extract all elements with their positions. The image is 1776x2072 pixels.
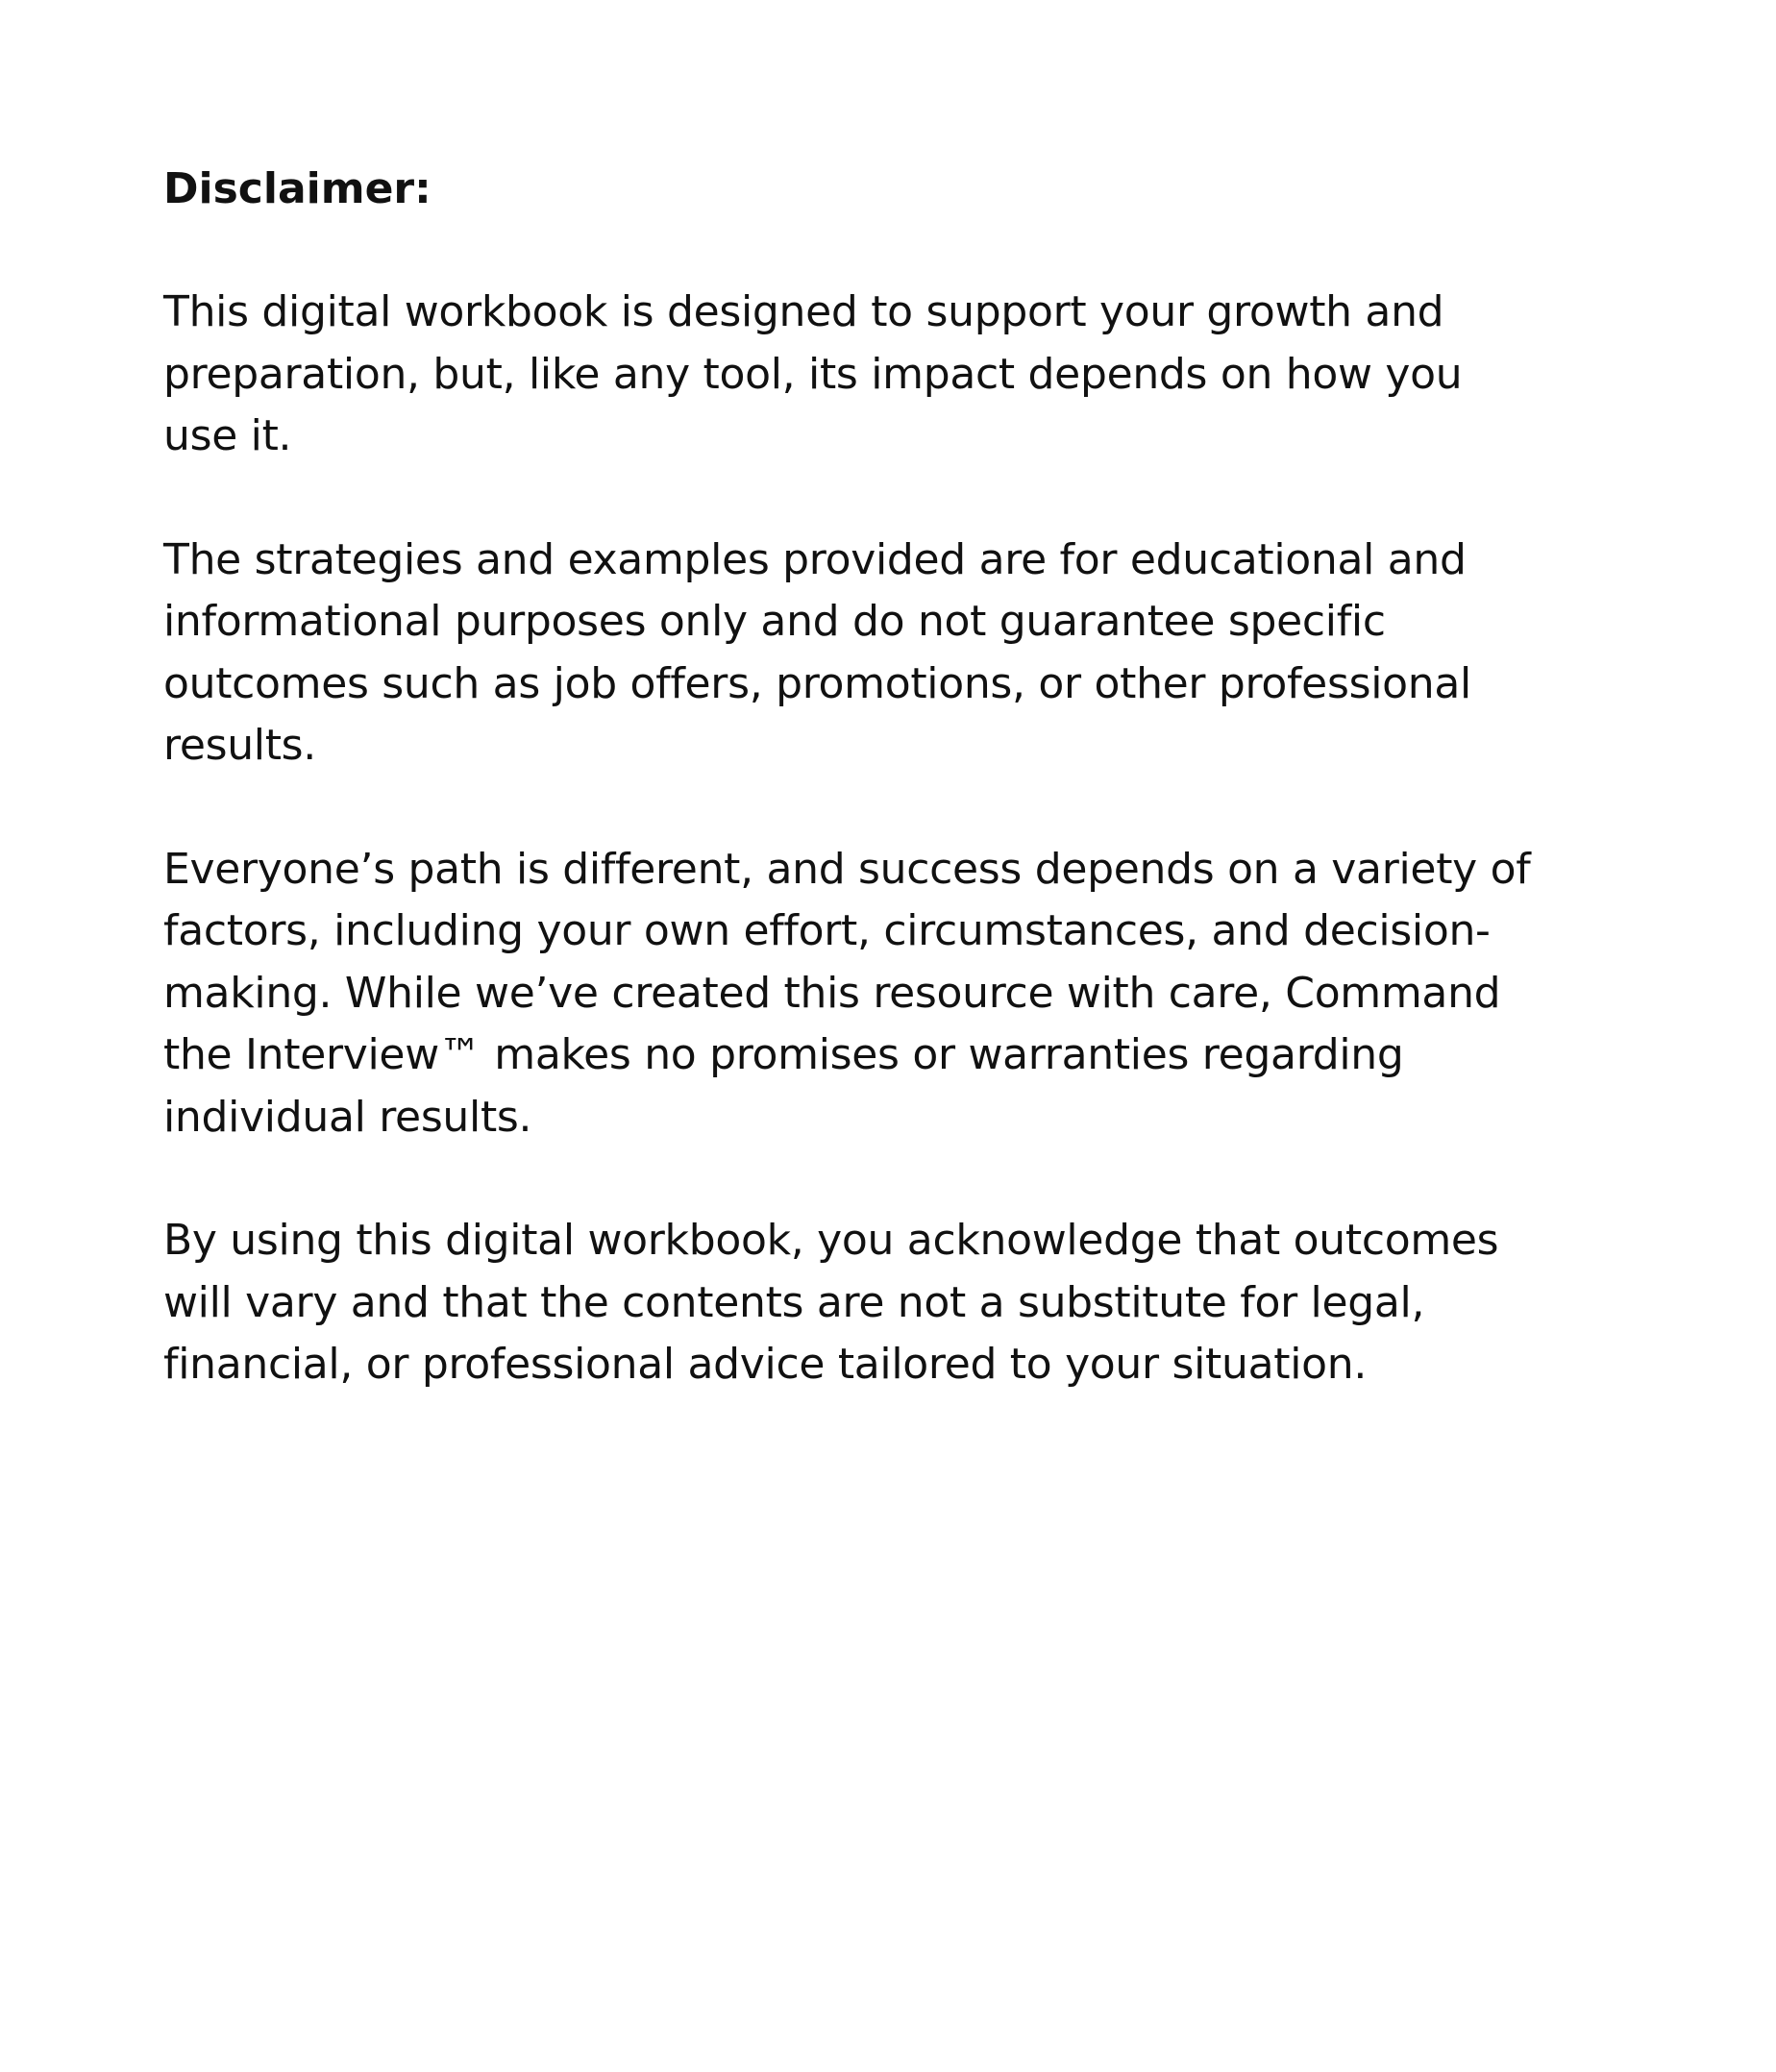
paragraph-line: the Interview™ makes no promises or warranties regarding [163, 1030, 1404, 1079]
paragraph-workbook-purpose [163, 282, 1643, 468]
paragraph-educational-purposes [163, 530, 1643, 777]
paragraph-line: use it. [163, 411, 292, 460]
paragraph-line: Everyone’s path is different, and success depends on a variety of [163, 844, 1531, 894]
paragraph-line: This digital workbook is designed to support your growth and [163, 287, 1444, 336]
paragraph-line: individual results. [163, 1092, 532, 1142]
paragraph-line: informational purposes only and do not guarantee specific [163, 597, 1386, 646]
paragraph-line: The strategies and examples provided are for educational and [163, 534, 1467, 584]
paragraph-individual-results [163, 839, 1643, 1149]
paragraph-acknowledgement [163, 1210, 1643, 1396]
paragraph-line: By using this digital workbook, you acknowledge that outcomes [163, 1216, 1499, 1265]
disclaimer-page [163, 159, 1643, 1458]
paragraph-line: making. While we’ve created this resource with care, Command [163, 968, 1501, 1018]
paragraph-line: factors, including your own effort, circumstances, and decision- [163, 906, 1491, 955]
paragraph-line: will vary and that the contents are not a substitute for legal, [163, 1277, 1425, 1327]
disclaimer-heading: Disclaimer: [163, 164, 432, 213]
paragraph-line: preparation, but, like any tool, its impact depends on how you [163, 349, 1463, 399]
paragraph-line: outcomes such as job offers, promotions, or other professional [163, 658, 1471, 708]
paragraph-line: financial, or professional advice tailored to your situation. [163, 1340, 1368, 1389]
paragraph-line: results. [163, 721, 316, 770]
